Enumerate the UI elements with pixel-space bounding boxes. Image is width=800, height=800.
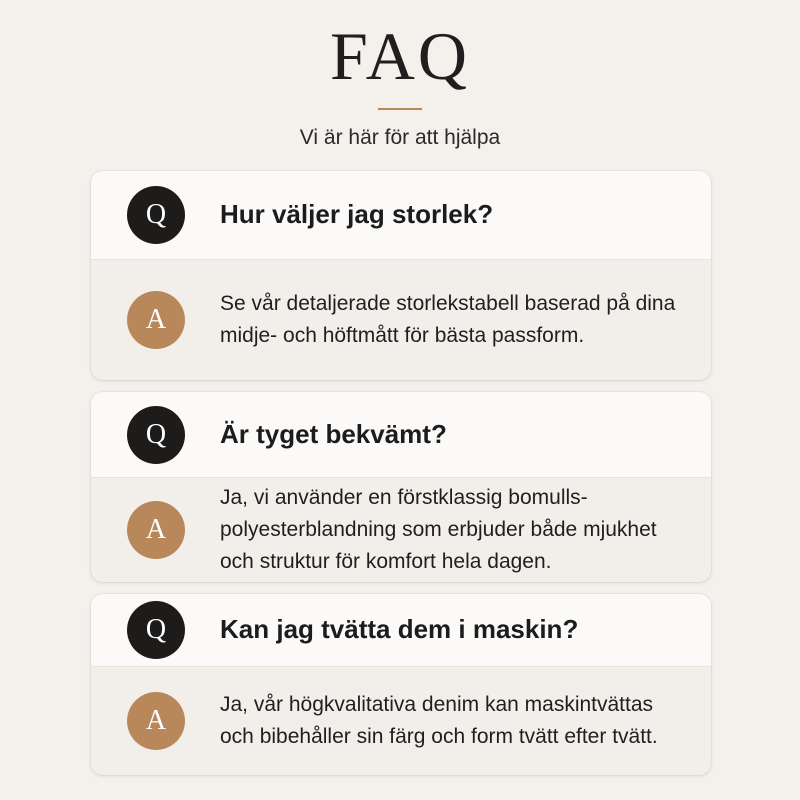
faq-answer: Ja, vår högkvalitativa denim kan maskintvättas och bibehåller sin färg och form tvätt efter tvätt. xyxy=(220,693,658,748)
page-subtitle: Vi är här för att hjälpa xyxy=(299,126,501,149)
faq-item-washing xyxy=(91,594,711,775)
title-divider xyxy=(378,108,422,110)
faq-item-sizing xyxy=(91,171,711,380)
faq-answer-row xyxy=(91,260,711,380)
faq-item-fabric xyxy=(91,392,711,582)
faq-answer: Ja, vi använder en förstklassig bomulls-polyesterblandning som erbjuder både mjukhet och struktur för komfort hela dagen. xyxy=(220,486,657,573)
faq-question-row[interactable] xyxy=(91,171,711,260)
faq-answer: Se vår detaljerade storlekstabell baserad på dina midje- och höftmått för bästa passform. xyxy=(220,292,676,347)
answer-badge-icon: A xyxy=(127,692,185,750)
page-title: FAQ xyxy=(330,18,470,94)
faq-question-row[interactable] xyxy=(91,594,711,667)
answer-badge-icon: A xyxy=(127,291,185,349)
faq-question: Hur väljer jag storlek? xyxy=(220,199,494,230)
answer-badge-icon: A xyxy=(127,501,185,559)
faq-question: Är tyget bekvämt? xyxy=(220,418,447,449)
faq-answer-row xyxy=(91,478,711,582)
question-badge-icon: Q xyxy=(127,186,185,244)
faq-question: Kan jag tvätta dem i maskin? xyxy=(220,614,579,645)
faq-answer-row xyxy=(91,667,711,775)
question-badge-icon: Q xyxy=(127,406,185,464)
question-badge-icon: Q xyxy=(127,601,185,659)
faq-question-row[interactable] xyxy=(91,392,711,478)
